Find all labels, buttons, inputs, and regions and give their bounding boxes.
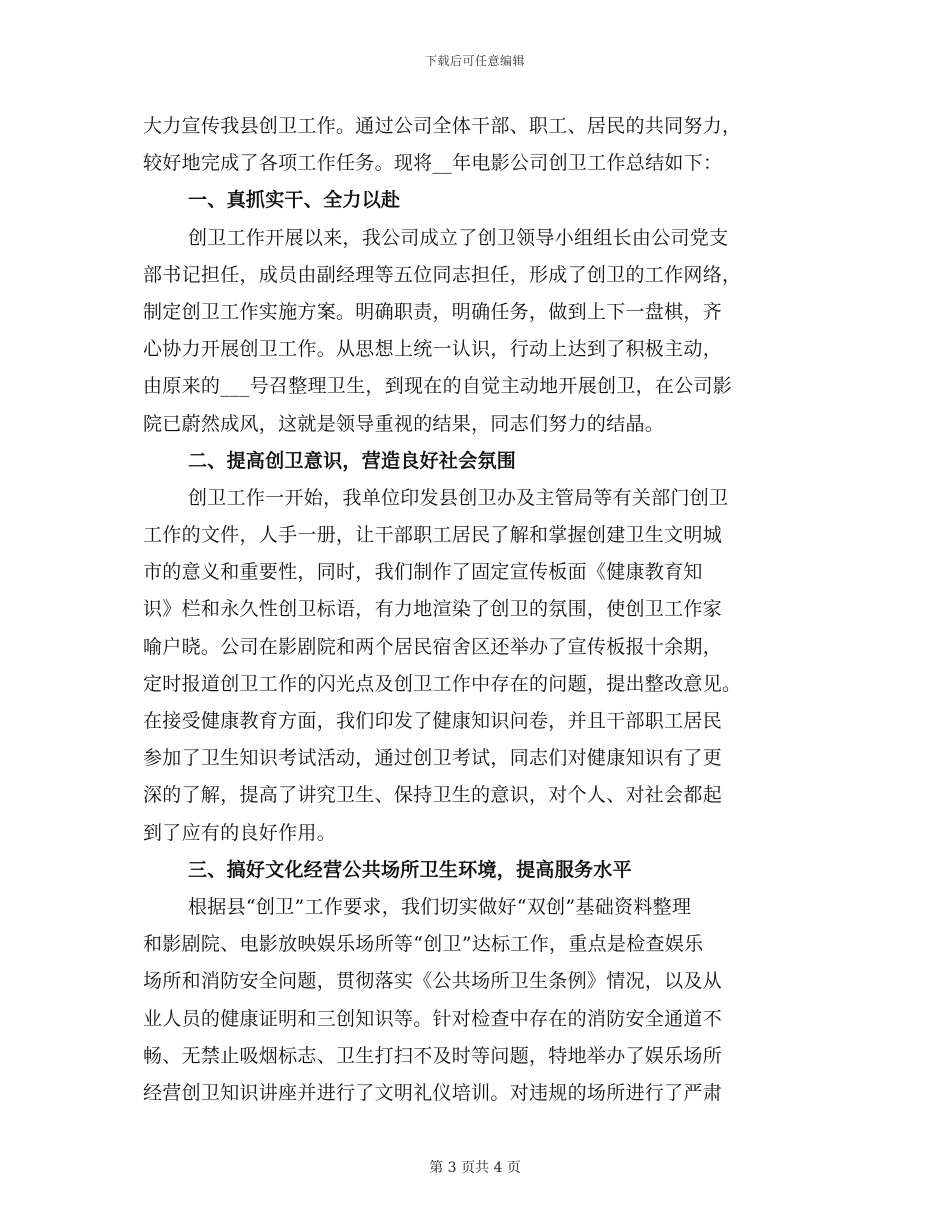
body-line: 根据县“创卫”工作要求，我们切实做好“双创”基础资料整理 (188, 895, 692, 918)
body-line: 创卫工作一开始，我单位印发县创卫办及主管局等有关部门创卫 (188, 486, 729, 509)
body-line: 深的了解，提高了讲究卫生、保持卫生的意识，对个人、对社会都起 (143, 784, 723, 807)
section-heading-1: 一、真抓实干、全力以赴 (188, 189, 401, 212)
body-line: 制定创卫工作实施方案。明确职责，明确任务，做到上下一盘棋，齐 (143, 300, 723, 323)
body-line: 参加了卫生知识考试活动，通过创卫考试，同志们对健康知识有了更 (143, 747, 723, 770)
body-line: 场所和消防安全问题，贯彻落实《公共场所卫生条例》情况，以及从 (143, 970, 723, 993)
body-line: 经营创卫知识讲座并进行了文明礼仪培训。对违规的场所进行了严肃 (143, 1081, 723, 1104)
body-line: 心协力开展创卫工作。从思想上统一认识，行动上达到了积极主动， (143, 338, 723, 361)
body-line: 工作的文件，人手一册，让干部职工居民了解和掌握创建卫生文明城 (143, 524, 723, 547)
body-line: 较好地完成了各项工作任务。现将__年电影公司创卫工作总结如下： (143, 152, 723, 175)
body-line: 到了应有的良好作用。 (143, 821, 337, 844)
body-line: 大力宣传我县创卫工作。通过公司全体干部、职工、居民的共同努力， (143, 115, 742, 137)
body-line: 市的意义和重要性，同时，我们制作了固定宣传板面《健康教育知 (143, 561, 703, 584)
page-number-footer: 第 3 页共 4 页 (429, 1160, 521, 1176)
section-heading-3: 三、搞好文化经营公共场所卫生环境，提高服务水平 (188, 858, 632, 881)
body-line: 喻户晓。公司在影剧院和两个居民宿舍区还举办了宣传板报十余期， (143, 635, 723, 658)
page-header: 下载后可任意编辑 (424, 54, 525, 68)
body-line: 识》栏和永久性创卫标语，有力地渲染了创卫的氛围，使创卫工作家 (143, 598, 723, 621)
body-line: 由原来的___号召整理卫生，到现在的自觉主动地开展创卫，在公司影 (143, 375, 733, 398)
body-line: 院已蔚然成风，这就是领导重视的结果，同志们努力的结晶。 (143, 412, 665, 435)
body-line: 在接受健康教育方面，我们印发了健康知识问卷，并且干部职工居民 (143, 710, 723, 732)
body-line: 业人员的健康证明和三创知识等。针对检查中存在的消防安全通道不 (143, 1007, 723, 1030)
document-body (143, 108, 808, 1112)
section-heading-2: 二、提高创卫意识，营造良好社会氛围 (188, 449, 517, 472)
body-line: 创卫工作开展以来，我公司成立了创卫领导小组组长由公司党支 (188, 226, 729, 249)
body-line: 部书记担任，成员由副经理等五位同志担任，形成了创卫的工作网络， (143, 263, 742, 286)
body-line: 定时报道创卫工作的闪光点及创卫工作中存在的问题，提出整改意见。 (143, 672, 742, 695)
body-line: 和影剧院、电影放映娱乐场所等“创卫”达标工作，重点是检查娱乐 (143, 933, 704, 956)
body-line: 畅、无禁止吸烟标志、卫生打扫不及时等问题，特地举办了娱乐场所 (143, 1044, 723, 1067)
